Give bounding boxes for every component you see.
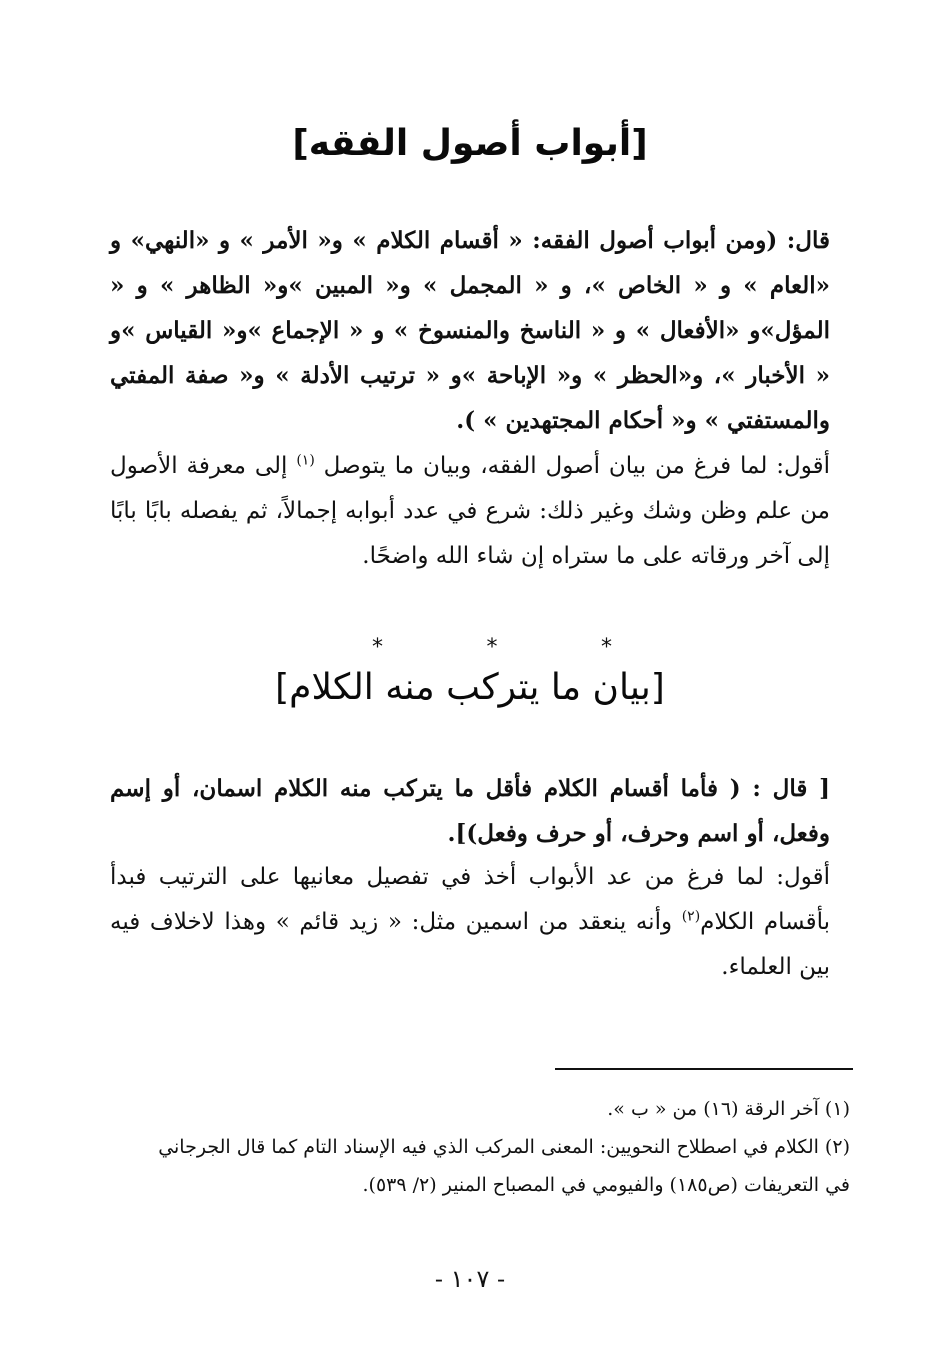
commentary-paragraph-1	[110, 444, 830, 579]
quoted-text-speech: [ قال : ( فأما أقسام الكلام فأقل ما يتركب منه الكلام اسمان، أو إسم وفعل، أو اسم وحرف، أو حرف وفعل)].	[110, 775, 830, 847]
footnote-1: (١) آخر الرقة (١٦) من « ب ».	[607, 1098, 850, 1120]
footnote-2: (٢) الكلام في اصطلاح النحويين: المعنى المركب الذي فيه الإسناد التام كما قال الجرجاني	[158, 1136, 850, 1158]
section-heading-speech-composition: [بيان ما يتركب منه الكلام]	[275, 667, 665, 708]
page-number: - ١٠٧ -	[434, 1265, 506, 1293]
section-separator	[372, 636, 612, 660]
commentary-1-text-start: أقول: لما فرغ من بيان أصول الفقه، وبيان ما يتوصل	[314, 453, 830, 479]
footnote-divider	[555, 1068, 853, 1070]
separator-star: *	[601, 635, 612, 660]
footnote-2-continued: في التعريفات (ص١٨٥) والفيومي في المصباح المنير (٢/ ٥٣٩).	[362, 1174, 850, 1196]
separator-star: *	[486, 635, 498, 660]
commentary-paragraph-2	[110, 855, 830, 990]
footnotes	[110, 1090, 850, 1204]
separator-star: *	[372, 635, 383, 660]
quoted-text-chapters: قال: (ومن أبواب أصول الفقه: « أقسام الكلام » و« الأمر » و «النهي» و «العام » و « الخاص »، و « المجمل » و« المبين »و« الظاهر » و « المؤل»و «الأفعال » و « الناسخ والمنسوخ » و « الإجماع »و« القياس »و « الأخبار »، و«الحظر » و« الإباحة »و « ترتيب الأدلة » و« صفة المفتي والمستفتي » و« أحكام المجتهدين » ).	[110, 227, 830, 434]
section-heading-usul-chapters: [أبواب أصول الفقه]	[292, 123, 648, 164]
footnote-ref-1: (١)	[296, 452, 315, 469]
commentary-2-text-end: وأنه ينعقد من اسمين مثل: « زيد قائم » وهذا لاخلاف فيه بين العلماء.	[110, 909, 830, 980]
commentary-1-text-end: إلى معرفة الأصول من علم وظن وشك وغير ذلك: شرع في عدد أبوابه إجمالاً، ثم يفصله بابًا بابًا إلى آخر ورقاته على ما ستراه إن شاء الله واضحًا.	[110, 453, 830, 569]
commentary-2-text-start: أقول: لما فرغ من عد الأبواب أخذ في تفصيل معانيها على الترتيب فبدأ بأقسام الكلام	[110, 864, 831, 935]
footnote-ref-2: (٢)	[681, 908, 701, 925]
